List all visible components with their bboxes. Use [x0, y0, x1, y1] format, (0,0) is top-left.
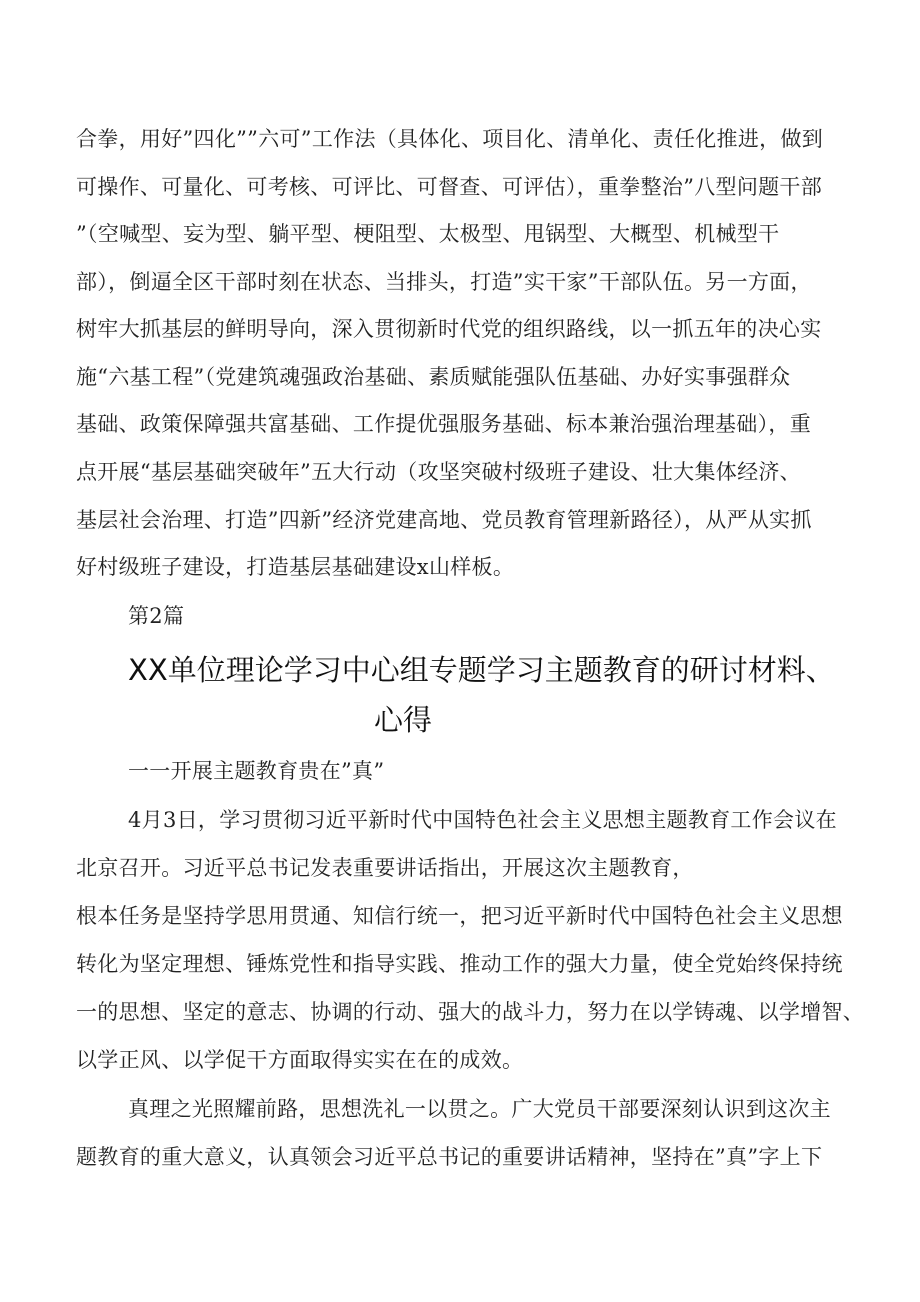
text-line: 树牢大抓基层的鲜明导向，深入贯彻新时代党的组织路线，以一抓五年的决心实: [76, 317, 822, 341]
text-line: 合拳，用好”四化””六可”工作法（具体化、项目化、清单化、责任化推进，做到: [76, 127, 824, 151]
text-line: 好村级班子建设，打造基层基础建设x山样板。: [76, 555, 515, 579]
article-title-line-1: XX单位理论学习中心组专题学习主题教育的研讨材料、: [128, 653, 835, 687]
text-line: ”（空喊型、妄为型、躺平型、梗阻型、太极型、甩锅型、大概型、机械型干: [76, 222, 780, 246]
subtitle: 一一开展主题教育贵在”真”: [128, 759, 385, 783]
text-line: 真理之光照耀前路，思想洗礼一以贯之。广大党员干部要深刻认识到这次主: [128, 1097, 831, 1121]
text-line: 基层社会治理、打造”四新”经济党建高地、党员教育管理新路径），从严从实抓: [76, 508, 812, 532]
text-line: 部），倒逼全区干部时刻在状态、当排头，打造”实干家”干部队伍。另一方面，: [76, 270, 812, 294]
text-line: 可操作、可量化、可考核、可评比、可督查、可评估），重拳整治”八型问题干部: [76, 175, 823, 199]
text-line: 点开展“基层基础突破年”五大行动（攻坚突破村级班子建设、壮大集体经济、: [76, 460, 801, 484]
text-line: 北京召开。习近平总书记发表重要讲话指出，开展这次主题教育，: [76, 856, 694, 880]
article-title-line-2: 心得: [374, 703, 433, 737]
text-line: 以学正风、以学促干方面取得实实在在的成效。: [76, 1048, 524, 1072]
text-line: 根本任务是坚持学思用贯通、知信行统一，把习近平新时代中国特色社会主义思想: [76, 904, 843, 928]
text-line: 基础、政策保障强共富基础、工作提优强服务基础、标本兼治强治理基础），重: [76, 412, 811, 436]
text-line: 4月3日，学习贯彻习近平新时代中国特色社会主义思想主题教育工作会议在: [128, 808, 837, 832]
text-line: 一的思想、坚定的意志、协调的行动、强大的战斗力，努力在以学铸魂、以学增智、: [76, 1000, 865, 1024]
text-line: 题教育的重大意义，认真领会习近平总书记的重要讲话精神，坚持在”真”字上下: [76, 1145, 823, 1169]
section-label: 第2篇: [128, 604, 185, 628]
text-line: 转化为坚定理想、锤炼党性和指导实践、推动工作的强大力量，使全党始终保持统: [76, 952, 843, 976]
text-line: 施“六基工程”（党建筑魂强政治基础、素质赋能强队伍基础、办好实事强群众: [76, 365, 791, 389]
